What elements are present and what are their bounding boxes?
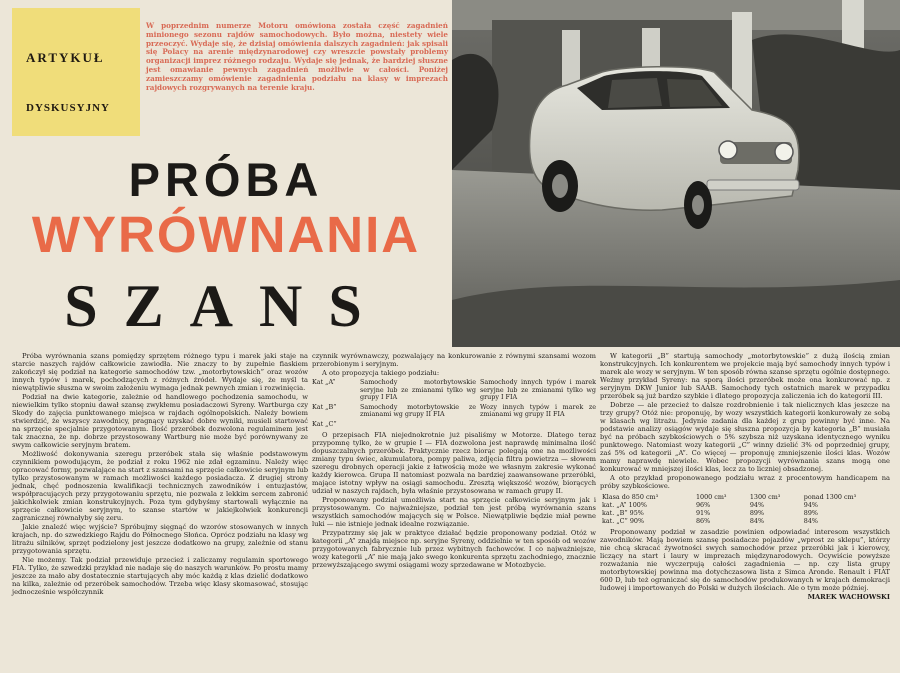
handicap-table xyxy=(600,493,890,525)
kicker-line-2: DYSKUSYJNY xyxy=(26,102,110,114)
category-left xyxy=(360,421,476,429)
paragraph: Przypatrzmy się jak w praktyce działać będzie proponowany podział. Otóż w kategorii „A” znajdą miejsce np. seryjne Syreny, oddzielnie w ten sposób od wozów przygotowanych fabrycznie lub przez wybitnych fachowców. I co najważniejsze, wozy kategorii „A” nie mają jako swego konkurenta sprzętu zachodniego, znacznie przewyższającego swymi osiągami wozy sprzedawane w Motozbycie. xyxy=(312,528,596,569)
category-row xyxy=(312,421,596,429)
paragraph: Jakie znaleźć więc wyjście? Spróbujmy sięgnąć do wzorów stosowanych w innych krajach, np. do szwedzkiego Rajdu do Północnego Słońca. Oprócz podziału na klasy wg litrażu silników, sprzęt podzielony jest jeszcze dodatkowo na grupy, zależnie od stanu przygotowania sprzętu. xyxy=(12,523,308,555)
paragraph: A oto przykład proponowanego podziału wraz z procentowym handicapem na próby szybkościowe. xyxy=(600,474,890,490)
table-cell: 86% xyxy=(695,517,711,525)
table-row xyxy=(600,501,890,509)
author-byline: MAREK WACHOWSKI xyxy=(807,593,890,601)
table-cell: kat. „A” 100% xyxy=(602,501,647,509)
table-header-row xyxy=(600,493,890,501)
headline-line-3: SZANS xyxy=(64,273,388,339)
table-cell: 89% xyxy=(803,509,818,517)
car-photo xyxy=(452,0,900,347)
category-right: Wozy innych typów i marek ze zmianami wg grupy II FIA xyxy=(480,402,596,419)
column-1 xyxy=(12,352,308,597)
category-label: Kat „A” xyxy=(312,378,336,386)
paragraph: czynnik wyrównawczy, pozwalający na konkurowanie z równymi szansami wozom przerobionym i seryjnym. xyxy=(312,352,596,368)
category-left: Samochody motorbytowskie ze zmianami wg grupy II FIA xyxy=(360,402,476,419)
table-cell: 96% xyxy=(695,501,711,509)
paragraph: Możliwość dokonywania szeregu przeróbek stała się właśnie podstawowym czynnikiem powodującym, że podział z roku 1962 nie zdał egzaminu. Należy więc opracować formy, pozwalające na start z szansami na sprzęcie całkowicie seryjnym lub tylko przystosowanym w ramach możliwości każdego posiadacza. Z drugiej strony jednak, chęć podnoszenia kwalifikacji technicznych zawodników i entuzjastów, współpracujących przy przygotowaniu sprzętu, nie pozwala z lekkim sercem zabronić jakichkolwiek zmian konstrukcyjnych. Poza tym gdybyśmy startowali wyłącznie na sprzęcie całkowicie seryjnym, to szanse startów w jakiejkolwiek konkurencji zagranicznej równałyby się zeru. xyxy=(12,450,308,522)
intro-paragraph: W poprzednim numerze Motoru omówiona została część zagadnień minionego sezonu rajdów samochodowych. Było można, niestety wiele przeoczyć. Wydaje się, że dzisiaj omówienia dalszych zagadnień: jak spisali się Polacy na arenie międzynarodowej czy wreszcie powstały problemy organizacji imprez różnego rodzaju. Wydaje się jednak, że bardziej słuszne jest omawianie pewnych zagadnień możliwie w całości. Poniżej zamieszczamy omówienie zagadnienia podziału na klasy w imprezach rajdowych rozgrywanych na terenie kraju. xyxy=(146,21,448,92)
table-cell: kat. „C” 90% xyxy=(602,517,645,525)
paragraph: Próba wyrównania szans pomiędzy sprzętem różnego typu i marek jaki staje na starcie naszych rajdów całkowicie zawiodła. Nie znaczy to by zupełnie fiaskiem zakończył się podział na kategorie samochodów tzw. „motorbytowskich” oraz wozów innych typów i marek, pochodzących z różnych źródeł. Wydaje się, że myśl ta niewątpliwie słuszna w swoim założeniu wymaga jednak pewnych zmian i rozwinięcia. xyxy=(12,352,308,392)
table-cell: 84% xyxy=(749,517,765,525)
category-right xyxy=(480,421,596,429)
headline-line-1: PRÓBA xyxy=(128,153,324,206)
table-header: 1300 cm³ xyxy=(749,493,781,501)
table-row xyxy=(600,517,890,525)
kicker-box xyxy=(12,8,140,136)
column-3 xyxy=(600,352,890,601)
paragraph: Proponowany podział w zasadzie powinien odpowiadać interesom wszystkich zawodników. Mają bowiem szansę posiadacze pojazdów „wprost ze sklepu”, którzy nie chcą skracać żywotności swych samochodów przez przeróbki jak i kierowcy, liczący na start i laury w imprezach międzynarodowych. Ocywiście powyższe rozważania nie wyczerpują całości zagadnienia — np. czy lista grupy motorbytowskiej powinna ma dotychczasowa lista z Simca Aronde. Renault i FIAT 600 D, lub też ograniczać się do samochodów produkowanych w krajach demokracji ludowej i importowanych do Polski w dużych ilościach. Ale o tym może później. xyxy=(600,528,890,592)
table-cell: 94% xyxy=(803,501,818,509)
column-2 xyxy=(312,352,596,570)
category-left: Samochody motorbytowskie seryjne lub ze zmianami tylko wg grupy I FIA xyxy=(360,378,476,402)
table-cell: kat. „B” 95% xyxy=(602,509,644,517)
paragraph: Proponowany podział umożliwia start na sprzęcie całkowicie seryjnym jak i przystosowanym. Co najważniejsze, podział ten jest próbą wyrównania szans wszystkich samochodów mających się w Polsce. Niewątpliwie będzie miał pewne luki — nie istnieje jednak idealne rozwiązanie. xyxy=(312,495,596,528)
paragraph: Dobrze — ale przecież to dalsze rozdrobnienie i tak nielicznych klas jeszcze na trzy grupy? Otóż nie: proponuję, by wozy wszystkich kategorii konkurowały ze sobą w klasach wg litrażu. Jedynie zadania dla każdej z grup powinny być inne. Na podstawie analizy osiągów wydaje się słuszna propozycja by kategoria „B” musiała być na próbach szybkościowych o 5% szybsza niż uzyskana identycznego wyniku punktowego. Natomiast wozy kategorii „C” winny dzielić 3% od poprzedniej grupy, zaś 5% od kategorii „A”. Co więcej — proponuję zmniejszenie ilości klas. Wozów mamy naprawdę niewiele. Wobec propozycji wyrównania szans mogą one konkurować w mniejszej ilości klas, lecz za to liczniej obsadzonej. xyxy=(600,401,890,473)
paragraph: W kategorii „B” startują samochody „motorbytowskie” z dużą ilością zmian konstrukcyjnych. Ich konkurentem we projekcie mają być samochody innych typów i marek ale wozy w seryjnym. W ten sposób równa szanse sprzętu ogólnie dostępnego. Weźmy przykład Syreny: na sporą ilości przeróbek może ona konkurować np. z seryjnym DKW Junior lub SAAB. Samochody tych ostatnich marek w przypadku przeróbek są już bardzo szybkie i dlatego propozycja zaliczenia ich do kategorii III. xyxy=(600,352,890,400)
category-row xyxy=(312,404,596,419)
category-label: Kat „C” xyxy=(312,419,337,428)
table-cell: 94% xyxy=(749,501,765,509)
table-header: 1000 cm³ xyxy=(695,493,727,501)
table-row xyxy=(600,509,890,517)
category-right: Samochody innych typów i marek seryjne lub ze zmianami tylko wg grupy I FIA xyxy=(480,378,596,402)
kicker-line-1: ARTYKUŁ xyxy=(26,50,105,65)
category-row xyxy=(312,379,596,402)
category-label: Kat „B” xyxy=(312,402,337,411)
paragraph: Nie możemy. Tak podział przewiduje przecież i zaliczamy regulamin sportowego FIA. Tylko, że szwedzki przykład nie nadaje się do naszych warunków. Po prostu mamy jeszcze za mało aby dostatecznie startujących aby móc każdą z klas dzielić dodatkowo na kilka, zależnie od przeróbek samochodów. Trzeba więc klasy skomasować, stosując jednocześnie współczynnik xyxy=(12,556,308,596)
headline-line-2: WYRÓWNANIA xyxy=(31,206,421,263)
paragraph: Podział na dwie kategorie, zależnie od handlowego pochodzenia samochodu, w niewielkim tylko stopniu dawał szansę zwykłemu posiadaczowi Syreny. Wartburga czy Skody do zajęcia punktowanego miejsca w rajdach ogólnopolskich. Należy bowiem stwierdzić, że wszyscy zawodnicy, pragnący uzyskać dobre wyniki, musieli startować na sprzęcie specjalnie przygotowanym. Ilość przeróbek dozwolona regulaminem jest tak znaczna, że np. dobrze przystosowany Wartburg nie może być porównywany ze swym całkowicie seryjnym bratem. xyxy=(12,393,308,449)
table-header: Klasa do 850 cm³ xyxy=(602,493,659,501)
table-cell: 91% xyxy=(695,509,711,517)
table-cell: 84% xyxy=(803,517,818,525)
table-cell: 89% xyxy=(749,509,765,517)
paragraph: O przepisach FIA niejednokrotnie już pisaliśmy w Motorze. Dlatego teraz przypomnę tylko, że w grupie I — FIA dozwolona jest naprawdę minimalna ilość dopuszczalnych przeróbek. Praktycznie rzecz biorąc polegają one na możliwości zmiany typu świec, akumulatora, pompy paliwa, zdjęcia filtra powietrza — słowem szeregu drobnych operacji jakie z łatwością może we własnym zakresie wykonać każdy kierowca. Grupa II natomiast pozwala na bardziej zaawansowane przeróbki, mające istotny wpływ na osiągi samochodu. Zresztą większość wozów, biorących udział w naszych rajdach, była właśnie przystosowana w ramach grupy II. xyxy=(312,430,596,495)
categories-lead: A oto propozycja takiego podziału: xyxy=(322,369,440,377)
table-header: ponad 1300 cm³ xyxy=(803,493,857,501)
